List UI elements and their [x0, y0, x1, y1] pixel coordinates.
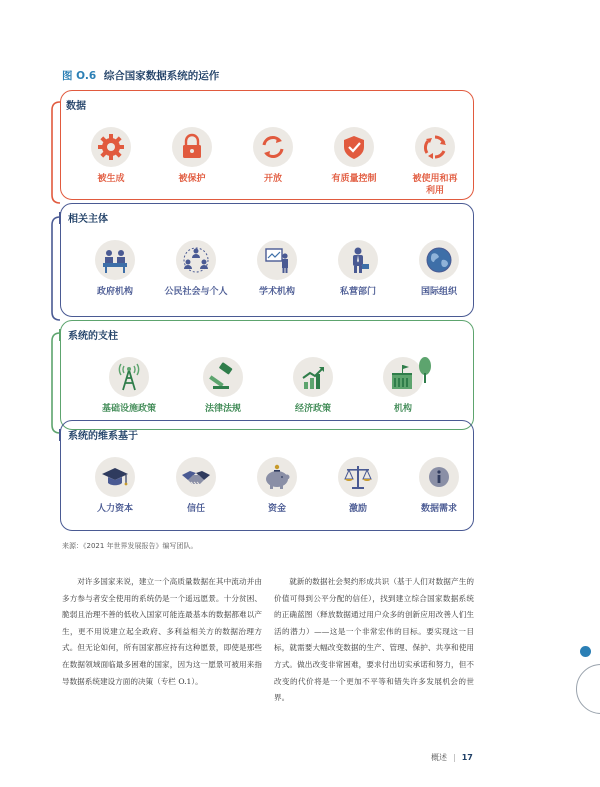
figure-number: 图 O.6	[62, 70, 97, 82]
item-government	[75, 240, 155, 298]
item-used-reused	[395, 127, 475, 197]
item-incentives	[318, 457, 398, 515]
section-label: 数据	[66, 101, 86, 112]
item-label: 私营部门	[339, 287, 376, 297]
section-marker	[59, 329, 61, 341]
businessperson-icon	[338, 240, 378, 280]
decorative-dot	[580, 646, 591, 657]
body-paragraph: 就新的数据社会契约形成共识（基于人们对数据产生的价值可得到公平分配的信任），找到建立综合国家数据系统的正确蓝图（释放数据通过用户众多的创新应用改善人们生活的潜力）——这是一个非常宏伟的目标。要实现这一目标，就需要大幅改变数据的生产、管理、保护、共享和使用方式。做出改变非常困难，要求付出切实承诺和努力，但不改变的代价将是一个更加不平等和错失许多发展机会的世界。	[274, 577, 474, 703]
item-label: 国际组织	[420, 287, 457, 297]
data-section-panel	[60, 90, 474, 200]
item-label: 政府机构	[96, 287, 133, 297]
gear-icon	[91, 127, 131, 167]
item-laws-regulations	[183, 357, 263, 415]
item-label: 公民社会与个人	[164, 287, 228, 297]
item-label: 被使用和再利用	[412, 174, 458, 196]
item-label: 法律法规	[204, 404, 241, 414]
presenter-board-icon	[257, 240, 297, 280]
item-label: 被保护	[178, 174, 206, 184]
piggy-bank-icon	[257, 457, 297, 497]
item-label: 信任	[186, 504, 205, 514]
growth-chart-icon	[293, 357, 333, 397]
decorative-ring	[576, 664, 600, 714]
section-label: 系统的维系基于	[68, 431, 138, 442]
figure-caption: 综合国家数据系统的运作	[103, 70, 220, 82]
item-infrastructure-policy	[89, 357, 169, 415]
handshake-icon	[176, 457, 216, 497]
tree-icon	[418, 357, 432, 385]
item-economic-policy	[273, 357, 353, 415]
section-marker	[59, 212, 61, 224]
item-label: 有质量控制	[331, 174, 377, 184]
item-civil-society	[156, 240, 236, 298]
item-protected	[152, 127, 232, 185]
item-label: 经济政策	[294, 404, 331, 414]
item-academic	[237, 240, 317, 298]
radio-tower-icon	[109, 357, 149, 397]
padlock-icon	[172, 127, 212, 167]
item-label: 数据需求	[420, 504, 457, 514]
body-text-right-column	[274, 574, 474, 707]
item-label: 开放	[263, 174, 282, 184]
gavel-icon	[203, 357, 243, 397]
body-text-left-column	[62, 574, 262, 690]
item-label: 资金	[267, 504, 286, 514]
section-marker	[59, 429, 61, 441]
foundations-section-panel	[60, 420, 474, 531]
item-label: 被生成	[97, 174, 125, 184]
scales-icon	[338, 457, 378, 497]
item-international	[399, 240, 479, 298]
item-private-sector	[318, 240, 398, 298]
footer-separator: |	[453, 753, 456, 762]
item-label: 学术机构	[258, 287, 295, 297]
item-human-capital	[75, 457, 155, 515]
item-data-demand	[399, 457, 479, 515]
page-number: 17	[461, 753, 473, 762]
item-quality-controlled	[314, 127, 394, 185]
item-funding	[237, 457, 317, 515]
item-label: 机构	[393, 404, 412, 414]
figure-source-note: 来源：《2021 年世界发展报告》编写团队。	[62, 542, 198, 550]
actors-section-panel	[60, 203, 474, 317]
footer-section-name: 概述	[431, 753, 447, 762]
pillars-section-panel	[60, 320, 474, 430]
item-open	[233, 127, 313, 185]
section-label: 相关主体	[68, 214, 108, 225]
globe-icon	[419, 240, 459, 280]
institution-building-icon	[383, 357, 423, 397]
item-label: 人力资本	[96, 504, 133, 514]
body-paragraph: 对许多国家来说，建立一个高质量数据在其中流动并由多方参与者安全使用的系统仍是一个遥远愿景。十分贫困、脆弱且治理不善的低收入国家可能连最基本的数据都难以产生，更不用说建立起全政府、多利益相关方的数据治理方式。但无论如何，所有国家都应持有这种愿景，即使是那些在数据领域面临最多困难的国家，因为这一愿景可被用来指导数据系统建设方面的决策（专栏 O.1）。	[62, 577, 262, 686]
open-arrows-icon	[253, 127, 293, 167]
item-trust	[156, 457, 236, 515]
section-label: 系统的支柱	[68, 331, 118, 342]
government-desk-icon	[95, 240, 135, 280]
item-generated	[71, 127, 151, 185]
item-label: 激励	[348, 504, 367, 514]
people-network-icon	[176, 240, 216, 280]
recycle-icon	[415, 127, 455, 167]
page-footer	[431, 752, 473, 763]
graduation-cap-icon	[95, 457, 135, 497]
shield-check-icon	[334, 127, 374, 167]
item-label: 基础设施政策	[101, 404, 156, 414]
info-icon	[419, 457, 459, 497]
